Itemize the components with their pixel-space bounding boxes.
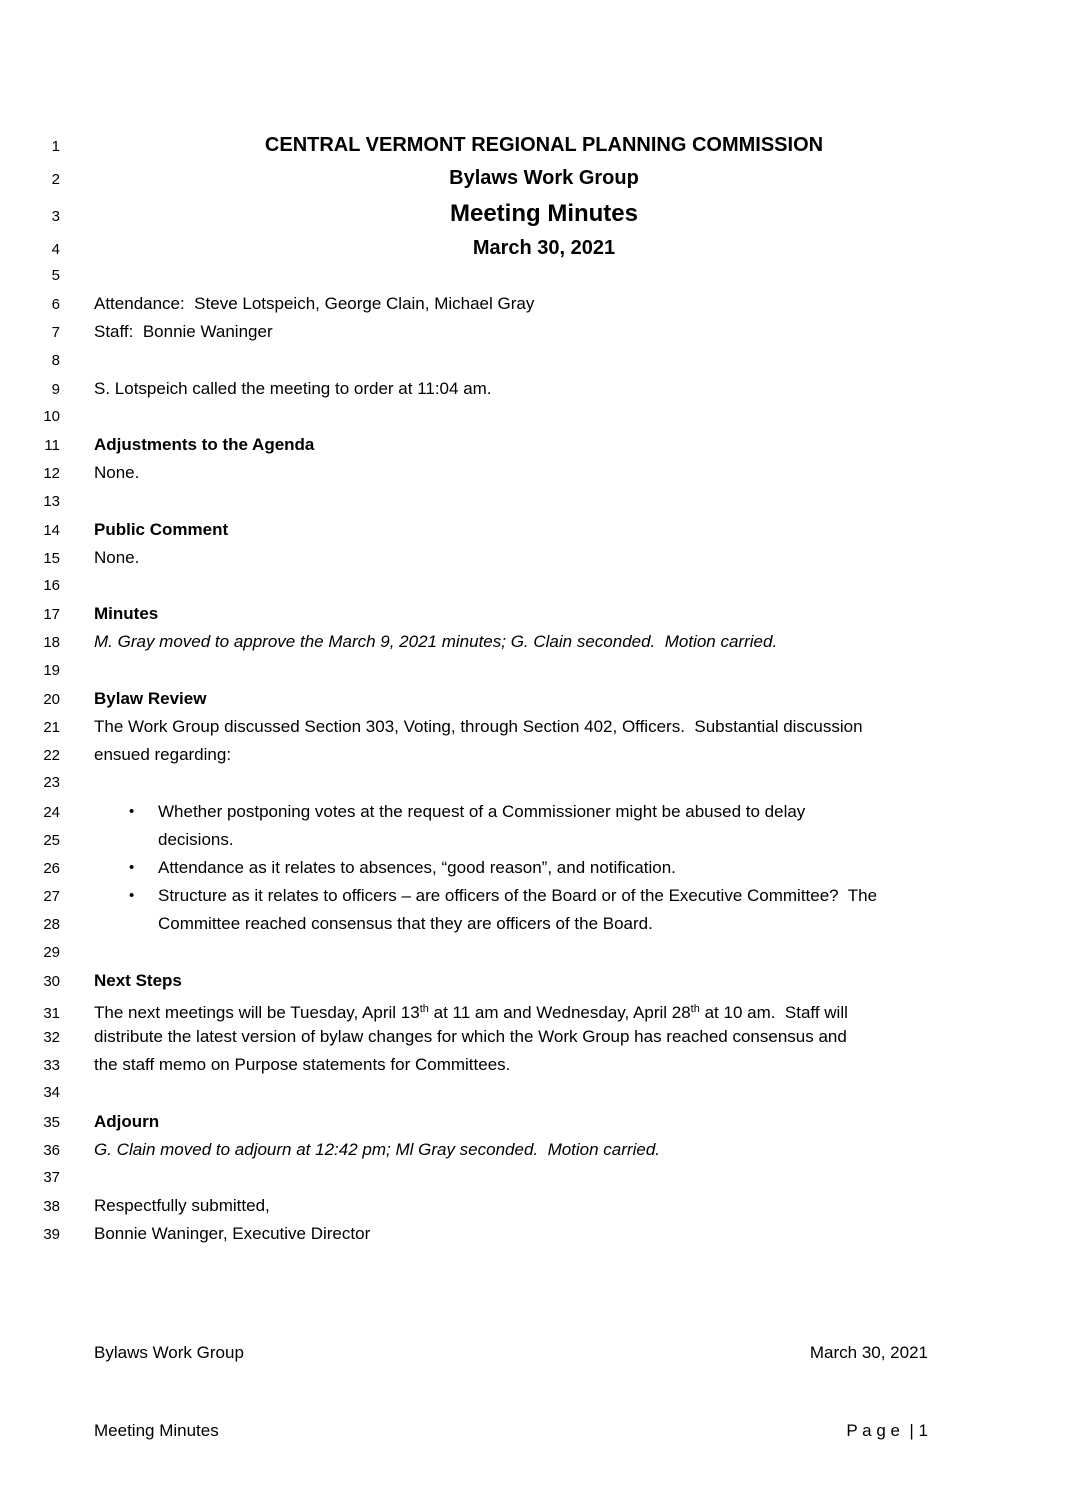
- doc-line: [0, 769, 1088, 797]
- line-number: 15: [43, 549, 60, 567]
- line-text: [94, 826, 994, 854]
- line-number: 12: [43, 465, 60, 483]
- doc-line: [0, 798, 1088, 826]
- line-number: 21: [43, 719, 60, 736]
- doc-line: [0, 290, 1088, 318]
- line-number: 10: [43, 407, 60, 425]
- line-text: [94, 459, 994, 487]
- text-segment: M. Gray moved to approve the March 9, 2021 minutes; G. Clain seconded. Motion carried.: [94, 632, 778, 652]
- footer-page-number: P a g e | 1: [846, 1421, 928, 1440]
- line-text: [94, 234, 994, 262]
- line-number: 8: [51, 351, 60, 369]
- line-text: [94, 1108, 994, 1136]
- footer-date: March 30, 2021: [809, 1343, 928, 1362]
- line-text: [94, 882, 994, 910]
- line-text: [94, 544, 994, 572]
- line-number: 27: [43, 888, 60, 906]
- line-number: 39: [43, 1226, 60, 1244]
- text-segment: G. Clain moved to adjourn at 12:42 pm; Ml Gray seconded. Motion carried.: [94, 1139, 660, 1159]
- doc-line: [0, 1023, 1088, 1051]
- line-text: [94, 798, 994, 826]
- doc-line: [0, 459, 1088, 487]
- doc-line: [0, 1108, 1088, 1136]
- line-text: [94, 1023, 994, 1051]
- text-segment: Bylaw Review: [94, 688, 207, 708]
- line-number: 34: [43, 1084, 60, 1102]
- doc-line: [0, 600, 1088, 628]
- doc-line: [0, 516, 1088, 544]
- doc-line: [0, 826, 1088, 854]
- doc-line: [0, 657, 1088, 685]
- line-number: 32: [43, 1029, 60, 1047]
- line-number: 6: [51, 296, 60, 314]
- line-text: [94, 741, 994, 769]
- doc-line: [0, 1220, 1088, 1248]
- doc-line: [0, 431, 1088, 459]
- doc-line: [0, 1164, 1088, 1192]
- text-segment: Public Comment: [94, 519, 229, 539]
- line-text: [94, 854, 994, 882]
- footer-doc-title: Bylaws Work Group: [94, 1343, 244, 1362]
- line-number: 19: [43, 661, 60, 679]
- doc-line: [0, 882, 1088, 910]
- line-number: 18: [43, 634, 60, 652]
- line-number: 33: [43, 1057, 60, 1075]
- line-text: [94, 628, 994, 656]
- text-segment: Bonnie Waninger, Executive Director: [94, 1224, 371, 1244]
- doc-line: [0, 1051, 1088, 1079]
- text-segment: March 30, 2021: [472, 237, 616, 259]
- line-number: 30: [43, 972, 60, 990]
- doc-line: [0, 234, 1088, 262]
- line-number: 31: [43, 1004, 60, 1022]
- text-segment: S. Lotspeich called the meeting to order at 11:04 am.: [94, 378, 492, 398]
- line-number: 29: [43, 943, 60, 961]
- line-number: 9: [51, 380, 60, 398]
- text-segment: decisions.: [158, 829, 234, 849]
- text-segment: Structure as it relates to officers – are officers of the Board or of the Executive Committee? The: [158, 886, 878, 906]
- line-number: 3: [51, 208, 60, 225]
- line-text: [94, 1051, 994, 1079]
- line-number: 22: [43, 747, 60, 765]
- doc-line: [0, 967, 1088, 995]
- doc-line: [0, 995, 1088, 1023]
- text-segment: Attendance as it relates to absences, “good reason”, and notification.: [158, 857, 676, 877]
- doc-line: [0, 194, 1088, 234]
- line-number: 26: [43, 859, 60, 877]
- doc-line: [0, 1192, 1088, 1220]
- doc-line: [0, 128, 1088, 162]
- line-number: 13: [43, 492, 60, 510]
- text-segment: Attendance: Steve Lotspeich, George Clain, Michael Gray: [94, 294, 535, 314]
- text-segment: Minutes: [94, 604, 159, 624]
- line-text: [94, 375, 994, 403]
- bullet-icon: •: [129, 858, 135, 876]
- doc-line: [0, 403, 1088, 431]
- line-number: 5: [51, 267, 60, 284]
- line-text: [94, 162, 994, 194]
- doc-line: [0, 544, 1088, 572]
- doc-line: [0, 713, 1088, 741]
- footer-doc-subtitle: Meeting Minutes: [94, 1421, 219, 1440]
- text-segment: The next meetings will be Tuesday, April 13: [94, 1002, 420, 1022]
- doc-line: [0, 741, 1088, 769]
- text-segment: Respectfully submitted,: [94, 1196, 270, 1216]
- line-number: 35: [43, 1113, 60, 1131]
- line-number: 17: [43, 606, 60, 624]
- text-segment: at 11 am and Wednesday, April 28: [428, 1002, 691, 1022]
- line-number: 1: [51, 138, 60, 155]
- line-number: 16: [43, 577, 60, 595]
- line-text: [94, 685, 994, 713]
- text-segment: None.: [94, 463, 140, 483]
- doc-line: [0, 572, 1088, 600]
- line-text: [94, 1220, 994, 1248]
- line-text: [94, 194, 994, 234]
- text-segment: Adjourn: [94, 1111, 160, 1131]
- line-number: 38: [43, 1198, 60, 1216]
- doc-line: [0, 347, 1088, 375]
- superscript-text: th: [419, 1002, 429, 1015]
- line-number: 4: [51, 241, 60, 258]
- doc-line: [0, 375, 1088, 403]
- text-segment: Bylaws Work Group: [449, 167, 639, 189]
- line-text: [94, 967, 994, 995]
- line-number: 20: [43, 690, 60, 708]
- line-number: 28: [43, 916, 60, 934]
- line-text: [94, 1136, 994, 1164]
- line-number: 11: [44, 437, 60, 455]
- text-segment: None.: [94, 547, 140, 567]
- text-segment: The Work Group discussed Section 303, Voting, through Section 402, Officers. Substantial discussion: [94, 717, 863, 736]
- line-text: [94, 910, 994, 938]
- doc-line: [0, 939, 1088, 967]
- text-segment: at 10 am. Staff will: [699, 1002, 848, 1022]
- line-number: 7: [51, 324, 60, 342]
- line-number: 14: [43, 521, 60, 539]
- line-text: [94, 290, 994, 318]
- line-text: [94, 713, 994, 741]
- line-text: [94, 516, 994, 544]
- line-number: 37: [43, 1169, 60, 1186]
- line-number: 36: [43, 1141, 60, 1159]
- line-number: 24: [43, 803, 60, 821]
- line-number: 25: [43, 831, 60, 849]
- line-text: [94, 431, 994, 459]
- text-segment: Whether postponing votes at the request of a Commissioner might be abused to delay: [158, 801, 806, 821]
- footer-right-block: [810, 1288, 928, 1496]
- doc-line: [0, 1079, 1088, 1107]
- text-segment: Staff: Bonnie Waninger: [94, 322, 273, 342]
- text-segment: ensued regarding:: [94, 745, 232, 765]
- line-number: 2: [51, 171, 60, 188]
- text-segment: Adjustments to the Agenda: [94, 435, 315, 455]
- line-text: [94, 600, 994, 628]
- text-segment: Committee reached consensus that they are officers of the Board.: [158, 914, 653, 934]
- line-number: 23: [43, 774, 60, 792]
- bullet-icon: •: [129, 802, 135, 820]
- doc-line: [0, 628, 1088, 656]
- doc-line: [0, 262, 1088, 290]
- doc-line: [0, 910, 1088, 938]
- text-segment: Meeting Minutes: [449, 200, 638, 227]
- footer-left-block: [94, 1288, 244, 1496]
- doc-line: [0, 854, 1088, 882]
- bullet-icon: •: [129, 887, 135, 905]
- doc-line: [0, 1136, 1088, 1164]
- text-segment: distribute the latest version of bylaw changes for which the Work Group has reached consensus and: [94, 1027, 847, 1047]
- line-text: [94, 318, 994, 346]
- line-text: [94, 1192, 994, 1220]
- doc-line: [0, 488, 1088, 516]
- line-text: [94, 128, 994, 162]
- superscript-text: th: [690, 1002, 700, 1015]
- doc-line: [0, 162, 1088, 194]
- doc-line: [0, 318, 1088, 346]
- text-segment: the staff memo on Purpose statements for Committees.: [94, 1055, 511, 1075]
- doc-line: [0, 685, 1088, 713]
- text-segment: CENTRAL VERMONT REGIONAL PLANNING COMMISSION: [264, 134, 824, 156]
- text-segment: Next Steps: [94, 970, 182, 990]
